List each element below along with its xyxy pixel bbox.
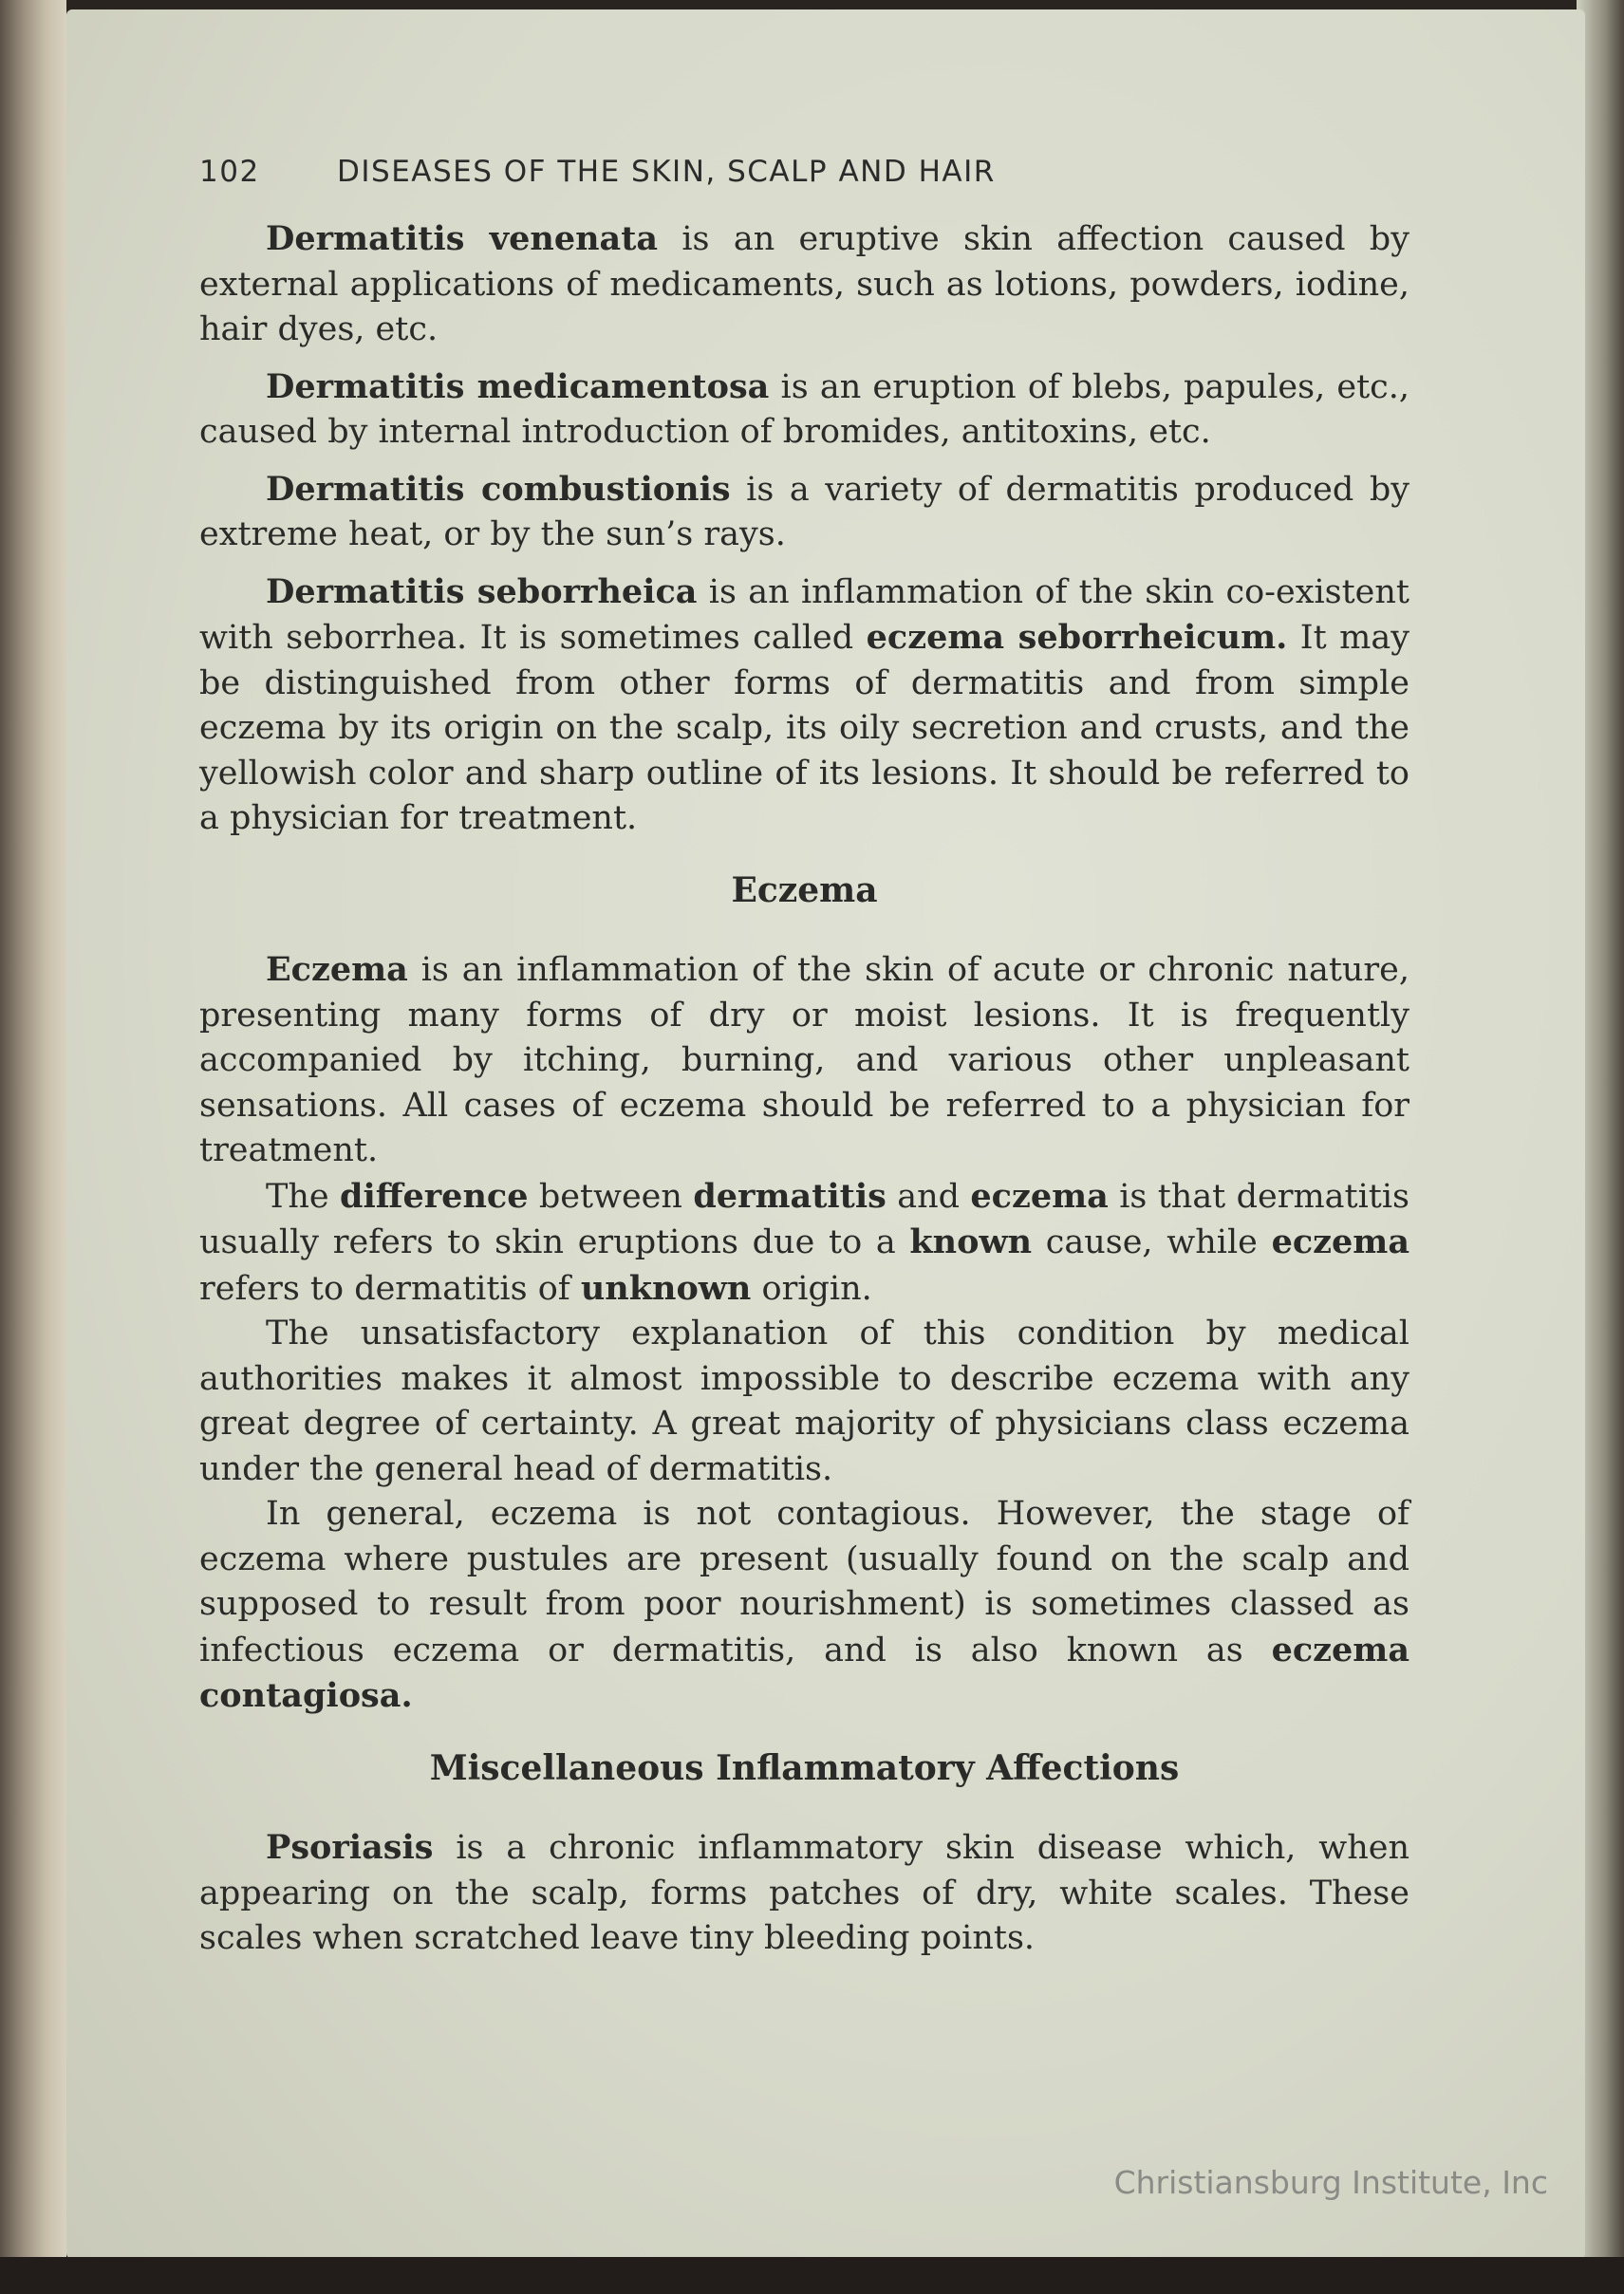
- paragraph-dermatitis-medicamentosa: Dermatitis medicamentosa is an eruption of blebs, papules, etc., caused by internal introduction of bromides, antitoxins, etc.: [199, 366, 1409, 451]
- term-psoriasis: Psoriasis: [266, 1828, 434, 1867]
- page-body: [199, 216, 1409, 1962]
- paragraph-eczema-difference: The difference between dermatitis and eczema is that dermatitis usually refers to skin eruptions due to a known cause, while eczema refers to dermatitis of unknown origin.: [199, 1176, 1409, 1308]
- paragraph-dermatitis-venenata: Dermatitis venenata is an eruptive skin affection caused by external applications of medicaments, such as lotions, powders, iodine, hair dyes, etc.: [199, 219, 1409, 348]
- term-eczema: Eczema: [266, 950, 408, 989]
- paragraph-dermatitis-combustionis: Dermatitis combustionis is a variety of dermatitis produced by extreme heat, or by the sun’s rays.: [199, 469, 1409, 553]
- watermark: Christiansburg Institute, Inc: [1113, 2164, 1548, 2201]
- section-title-eczema: Eczema: [731, 869, 878, 910]
- page-number: 102: [199, 155, 260, 189]
- term-dermatitis-combustionis: Dermatitis combustionis: [266, 469, 731, 509]
- term-eczema-contagiosa: eczema contagiosa.: [199, 1630, 1409, 1715]
- page-header: [199, 155, 1205, 189]
- book-page-edge-left: [0, 0, 66, 2294]
- running-title: DISEASES OF THE SKIN, SCALP AND HAIR: [337, 155, 996, 189]
- term-eczema-seborrheicum: eczema seborrheicum.: [866, 618, 1288, 657]
- term-dermatitis-seborrheica: Dermatitis seborrheica: [266, 571, 698, 611]
- term-dermatitis-venenata: Dermatitis venenata: [266, 219, 659, 258]
- term-dermatitis-medicamentosa: Dermatitis medicamentosa: [266, 366, 770, 406]
- paragraph-eczema-definition: Eczema is an inflammation of the skin of acute or chronic nature, presenting many forms of dry or moist lesions. It is frequently accompanied by itching, burning, and various other unpleasant sensations. All cases of eczema should be referred to a physician for treatment.: [199, 950, 1409, 1169]
- section-title-misc-inflammatory: Miscellaneous Inflammatory Affections: [429, 1747, 1180, 1788]
- paragraph-psoriasis: Psoriasis is a chronic inflammatory skin disease which, when appearing on the scalp, forms patches of dry, white scales. These scales when scratched leave tiny bleeding points.: [199, 1828, 1409, 1957]
- scan-background-strip: [0, 2257, 1624, 2294]
- paragraph-eczema-explanation: The unsatisfactory explanation of this condition by medical authorities makes it almost impossible to describe eczema with any great degree of certainty. A great majority of physicians class eczema under the general head of dermatitis.: [199, 1315, 1409, 1488]
- paragraph-eczema-contagious: In general, eczema is not contagious. However, the stage of eczema where pustules are present (usually found on the scalp and supposed to result from poor nourishment) is sometimes classed as infectious eczema or dermatitis, and is also known as eczema contagiosa.: [199, 1495, 1409, 1715]
- paragraph-dermatitis-seborrheica: Dermatitis seborrheica is an inflammation of the skin co-existent with seborrhea. It is sometimes called eczema seborrheicum. It may be distinguished from other forms of dermatitis and from simple eczema by its origin on the scalp, its oily secretion and crusts, and the yellowish color and sharp outline of its lesions. It should be referred to a physician for treatment.: [199, 571, 1409, 837]
